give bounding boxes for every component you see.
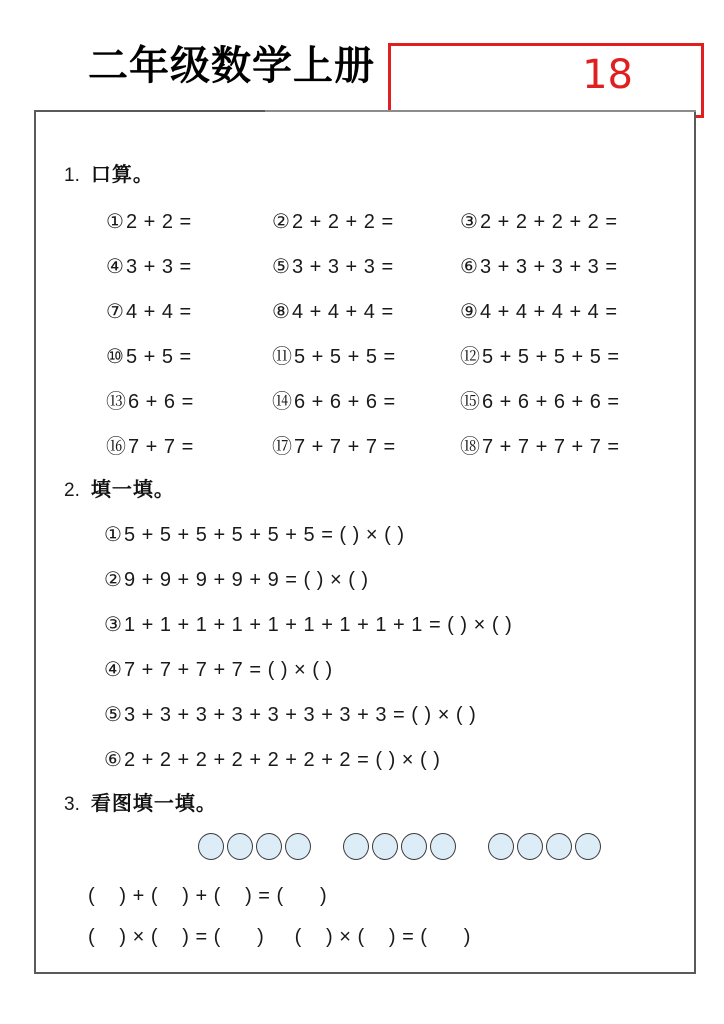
circle-group [198, 833, 311, 860]
item-marker: ⑫ [460, 344, 480, 368]
question-item [106, 253, 192, 280]
item-expression: 5 + 5 + 5 + 5 + 5 + 5 = ( ) × ( ) [123, 524, 405, 546]
section-number: 3. [64, 794, 80, 815]
question-item [104, 611, 512, 638]
item-marker: ① [106, 209, 124, 233]
item-marker: ⑦ [106, 299, 124, 323]
question-item [104, 566, 369, 593]
question-item [106, 298, 192, 325]
item-marker: ⑰ [272, 434, 292, 458]
page-header [0, 0, 724, 120]
item-marker: ⑥ [104, 747, 122, 771]
item-expression: 7 + 7 + 7 + 7 = [482, 436, 620, 458]
section-number: 2. [64, 480, 80, 501]
item-expression: 5 + 5 = [125, 346, 192, 368]
answer-line-multiplication: ( ) × ( ) = ( ) ( ) × ( ) = ( ) [88, 926, 471, 948]
circle-icon [227, 833, 253, 860]
section-title: 看图填一填。 [90, 791, 217, 815]
section-heading-2 [64, 473, 175, 502]
question-item [106, 208, 192, 235]
item-marker: ③ [104, 612, 122, 636]
item-expression: 4 + 4 + 4 = [291, 301, 394, 323]
item-marker: ⑤ [104, 702, 122, 726]
item-marker: ③ [460, 209, 478, 233]
section-heading-3 [64, 787, 217, 816]
question-item [104, 521, 404, 548]
circle-icon [285, 833, 311, 860]
item-marker: ① [104, 522, 122, 546]
circle-icon [546, 833, 572, 860]
circle-icon [575, 833, 601, 860]
item-expression: 3 + 3 + 3 + 3 = [479, 256, 618, 278]
item-expression: 6 + 6 = [128, 391, 194, 413]
question-item [106, 388, 194, 415]
item-marker: ⑨ [460, 299, 478, 323]
question-item [460, 433, 620, 460]
item-marker: ⑪ [272, 344, 292, 368]
question-item [460, 208, 618, 235]
item-marker: ⑬ [106, 389, 126, 413]
item-marker: ⑯ [106, 434, 126, 458]
item-expression: 9 + 9 + 9 + 9 + 9 = ( ) × ( ) [123, 569, 369, 591]
item-expression: 5 + 5 + 5 = [294, 346, 396, 368]
question-item [106, 343, 192, 370]
item-expression: 2 + 2 + 2 = [291, 211, 394, 233]
circle-icon [256, 833, 282, 860]
item-expression: 6 + 6 + 6 = [294, 391, 396, 413]
page-title: 二年级数学上册 [88, 43, 375, 89]
item-expression: 7 + 7 = [128, 436, 194, 458]
question-item [104, 656, 333, 683]
item-expression: 2 + 2 = [125, 211, 192, 233]
item-expression: 2 + 2 + 2 + 2 + 2 + 2 + 2 = ( ) × ( ) [123, 749, 441, 771]
item-expression: 2 + 2 + 2 + 2 = [479, 211, 618, 233]
question-item [272, 388, 396, 415]
item-marker: ⑩ [106, 344, 124, 368]
item-marker: ⑤ [272, 254, 290, 278]
item-marker: ⑭ [272, 389, 292, 413]
circle-icon [343, 833, 369, 860]
question-item [460, 343, 620, 370]
circle-icon [198, 833, 224, 860]
item-marker: ④ [106, 254, 124, 278]
circle-icon [517, 833, 543, 860]
item-expression: 4 + 4 = [125, 301, 192, 323]
item-marker: ② [104, 567, 122, 591]
section-title: 口算。 [90, 162, 154, 186]
item-expression: 3 + 3 + 3 = [291, 256, 394, 278]
section-number: 1. [64, 165, 80, 186]
question-item [272, 298, 394, 325]
circle-group [343, 833, 456, 860]
item-marker: ⑮ [460, 389, 480, 413]
item-marker: ⑱ [460, 434, 480, 458]
page-number: 18 [582, 52, 633, 98]
question-item [460, 388, 620, 415]
question-item [272, 253, 394, 280]
question-item [106, 433, 194, 460]
question-item [460, 298, 618, 325]
circle-icon [401, 833, 427, 860]
circle-group [488, 833, 601, 860]
item-expression: 6 + 6 + 6 + 6 = [482, 391, 620, 413]
item-expression: 4 + 4 + 4 + 4 = [479, 301, 618, 323]
circle-icon [372, 833, 398, 860]
circle-figure [198, 833, 598, 863]
item-marker: ⑧ [272, 299, 290, 323]
question-item [272, 433, 396, 460]
item-expression: 7 + 7 + 7 = [294, 436, 396, 458]
item-expression: 3 + 3 + 3 + 3 + 3 + 3 + 3 + 3 = ( ) × ( ) [123, 704, 477, 726]
question-item [272, 343, 396, 370]
answer-line-addition: ( ) + ( ) + ( ) = ( ) [88, 885, 328, 907]
question-item [104, 701, 476, 728]
item-marker: ② [272, 209, 290, 233]
question-item [460, 253, 618, 280]
circle-icon [488, 833, 514, 860]
frame-top-rule [265, 110, 696, 112]
item-expression: 3 + 3 = [125, 256, 192, 278]
item-expression: 7 + 7 + 7 + 7 = ( ) × ( ) [123, 659, 333, 681]
question-item [104, 746, 440, 773]
item-marker: ⑥ [460, 254, 478, 278]
section-heading-1 [64, 158, 154, 187]
circle-icon [430, 833, 456, 860]
question-item [272, 208, 394, 235]
item-marker: ④ [104, 657, 122, 681]
item-expression: 1 + 1 + 1 + 1 + 1 + 1 + 1 + 1 + 1 = ( ) × ( ) [123, 614, 513, 636]
item-expression: 5 + 5 + 5 + 5 = [482, 346, 620, 368]
section-title: 填一填。 [90, 477, 175, 501]
page-number-box [388, 43, 704, 118]
